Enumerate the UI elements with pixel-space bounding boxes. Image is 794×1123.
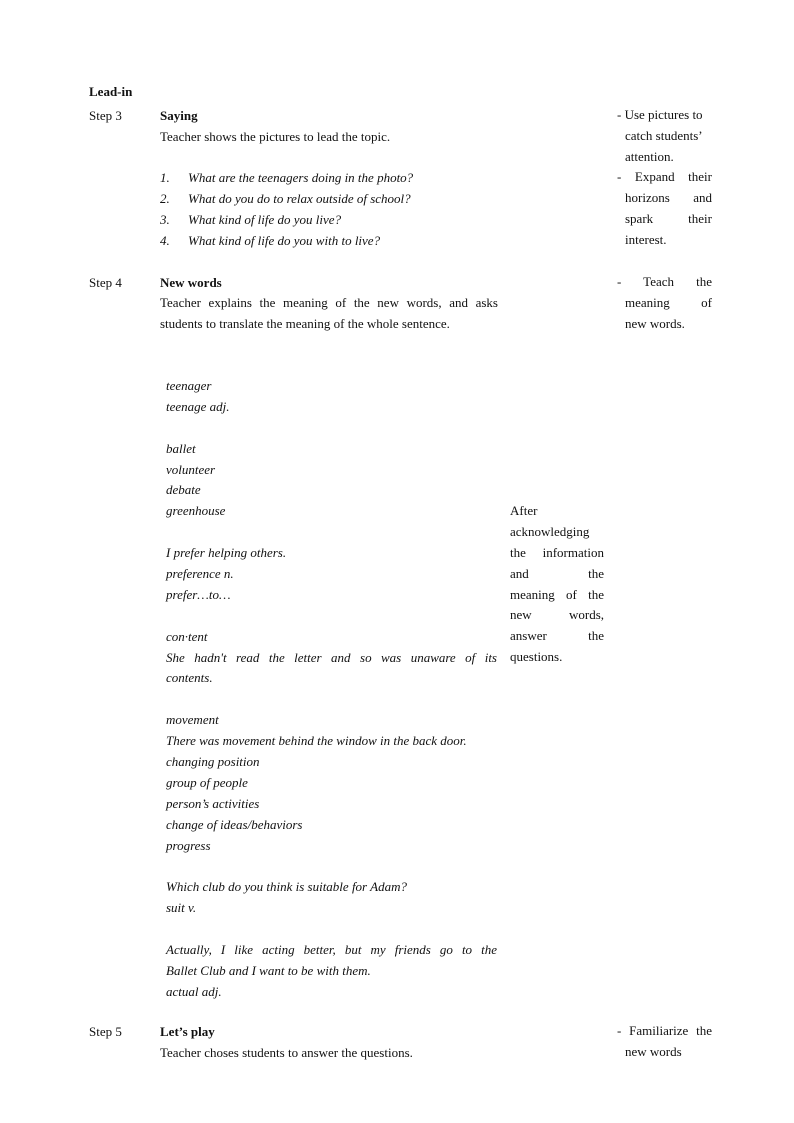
spacer [166, 418, 497, 439]
purpose-line: meaning of [625, 294, 712, 310]
purpose-line: - Expand their [617, 169, 712, 184]
example-sentence: contents. [166, 670, 213, 686]
meaning-item: changing position [166, 754, 260, 770]
activity-line: the information [510, 544, 604, 560]
step4-purpose [617, 272, 712, 335]
spacer [166, 919, 497, 940]
vocab-word: suit v. [166, 900, 197, 916]
activity-line: acknowledging [510, 523, 590, 539]
meaning-item: person’s activities [166, 795, 260, 811]
question-text: What are the teenagers doing in the photo? [188, 170, 414, 185]
vocabulary-list [166, 376, 497, 1003]
activity-line: questions. [510, 649, 563, 665]
vocab-word: teenage adj. [166, 398, 230, 414]
step5-intro: Teacher choses students to answer the questions. [160, 1045, 413, 1060]
example-sentence: I prefer helping others. [166, 545, 287, 561]
vocab-word: debate [166, 482, 201, 498]
purpose-line: - Use pictures to [617, 107, 703, 122]
question-text: What do you do to relax outside of school? [188, 191, 411, 206]
example-sentence: Which club do you think is suitable for Adam? [166, 879, 407, 895]
example-sentence: Actually, I like acting better, but my friends go to the [166, 942, 497, 958]
purpose-line: catch students’ [625, 127, 703, 143]
spacer [166, 856, 497, 877]
question-text: What kind of life do you with to live? [188, 233, 381, 248]
purpose-line: - Teach the [617, 274, 712, 289]
meaning-item: change of ideas/behaviors [166, 816, 303, 832]
step3-label: Step 3 [89, 108, 122, 123]
step4-student-activity [510, 501, 604, 668]
spacer [166, 689, 497, 710]
activity-line: answer the [510, 628, 604, 644]
vocab-word: ballet [166, 440, 196, 456]
step3-intro: Teacher shows the pictures to lead the topic. [160, 129, 391, 144]
vocab-word: teenager [166, 378, 212, 393]
intro-line: students to translate the meaning of the whole sentence. [160, 315, 450, 331]
vocab-word: actual adj. [166, 983, 222, 999]
purpose-line: interest. [625, 231, 667, 247]
vocab-word: movement [166, 712, 219, 728]
activity-line: new words, [510, 607, 604, 623]
vocab-word: con·tent [166, 628, 208, 644]
spacer [166, 522, 497, 543]
meaning-item: group of people [166, 774, 248, 790]
example-sentence: There was movement behind the window in the back door. [166, 733, 467, 749]
activity-line: After [510, 503, 538, 518]
spacer [166, 606, 497, 627]
question-number: 1. [160, 170, 170, 185]
step4-heading: New words [160, 275, 222, 290]
activity-line: and the [510, 565, 604, 581]
step3-heading: Saying [160, 108, 198, 123]
example-sentence: She hadn't read the letter and so was unaware of its [166, 649, 497, 665]
vocab-word: prefer…to… [166, 586, 231, 602]
step5-purpose [617, 1021, 712, 1063]
vocab-word: greenhouse [166, 503, 226, 519]
purpose-line: horizons and [625, 189, 712, 205]
step5-label: Step 5 [89, 1024, 122, 1039]
vocab-word: preference n. [166, 566, 234, 582]
intro-line: Teacher explains the meaning of the new words, and asks [160, 295, 498, 310]
section-title: Lead-in [89, 84, 133, 99]
step3-purpose-1 [617, 105, 712, 168]
purpose-line: new words. [625, 315, 685, 331]
question-number: 4. [160, 233, 170, 248]
purpose-line: new words [625, 1043, 682, 1059]
purpose-line: - Familiarize the [617, 1023, 712, 1038]
step4-label: Step 4 [89, 275, 122, 290]
meaning-item: progress [166, 837, 211, 853]
purpose-line: attention. [625, 148, 674, 164]
vocab-word: volunteer [166, 461, 216, 477]
activity-line: meaning of the [510, 586, 604, 602]
step3-purpose-2 [617, 167, 712, 251]
step5-heading: Let’s play [160, 1024, 215, 1039]
purpose-line: spark their [625, 210, 712, 226]
example-sentence: Ballet Club and I want to be with them. [166, 962, 371, 978]
question-number: 3. [160, 212, 170, 227]
question-number: 2. [160, 191, 170, 206]
step4-intro [160, 293, 498, 335]
question-text: What kind of life do you live? [188, 212, 342, 227]
